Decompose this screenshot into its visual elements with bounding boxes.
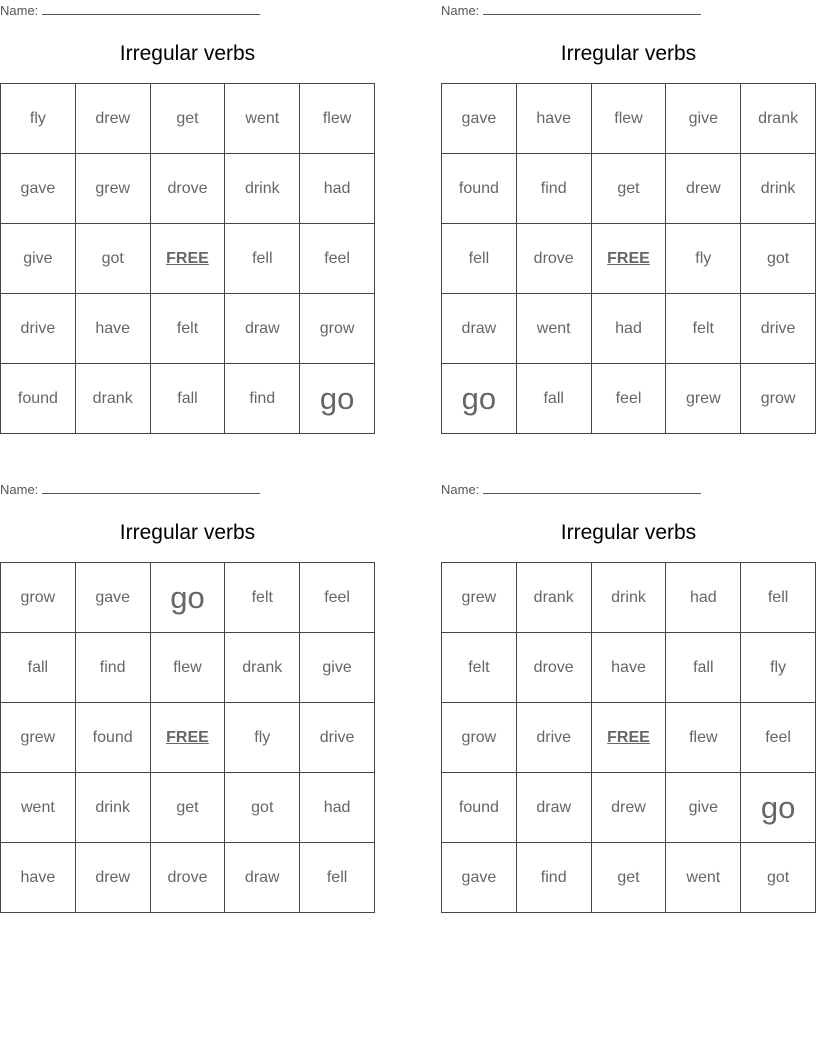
bingo-cell: found [442,773,517,843]
bingo-cell: have [75,294,150,364]
bingo-cell: drink [225,154,300,224]
bingo-cell: find [516,843,591,913]
bingo-cell: flew [666,703,741,773]
name-field[interactable] [0,2,270,20]
bingo-row [1,294,375,364]
bingo-cell: got [741,843,816,913]
name-blank-line[interactable] [42,481,260,494]
bingo-cell: FREE [591,703,666,773]
bingo-grid [0,562,375,913]
bingo-cell: drank [225,633,300,703]
name-blank-line[interactable] [483,481,701,494]
bingo-cell: feel [591,364,666,434]
bingo-cell: give [300,633,375,703]
bingo-cell: go [300,364,375,434]
bingo-cell: get [591,843,666,913]
bingo-cell: drive [300,703,375,773]
bingo-cell: draw [516,773,591,843]
bingo-row [1,364,375,434]
name-field[interactable] [441,2,711,20]
bingo-cell: found [1,364,76,434]
bingo-card-1 [0,0,375,435]
bingo-cell: had [591,294,666,364]
bingo-cell: have [1,843,76,913]
bingo-row [442,84,816,154]
bingo-cell: got [75,224,150,294]
bingo-cell: get [150,773,225,843]
bingo-row [442,633,816,703]
bingo-cell: went [225,84,300,154]
bingo-cell: fell [442,224,517,294]
name-blank-line[interactable] [42,2,260,15]
bingo-cell: fly [666,224,741,294]
bingo-card-3 [0,479,375,914]
bingo-grid [0,83,375,434]
bingo-cell: grow [300,294,375,364]
bingo-row [1,633,375,703]
bingo-cell: gave [1,154,76,224]
bingo-row [442,154,816,224]
bingo-cell: found [442,154,517,224]
bingo-row [442,294,816,364]
bingo-cell: feel [300,224,375,294]
bingo-cell: FREE [150,703,225,773]
bingo-cell: drive [1,294,76,364]
bingo-cell: go [741,773,816,843]
bingo-cell: drew [75,843,150,913]
bingo-cell: fly [741,633,816,703]
bingo-cell: fly [225,703,300,773]
bingo-cell: got [741,224,816,294]
name-blank-line[interactable] [483,2,701,15]
bingo-row [1,154,375,224]
bingo-cell: fall [666,633,741,703]
bingo-cell: draw [225,294,300,364]
bingo-cell: had [300,773,375,843]
bingo-cell: grew [1,703,76,773]
card-title: Irregular verbs [119,521,256,544]
bingo-cell: drive [741,294,816,364]
bingo-cell: grow [741,364,816,434]
bingo-row [1,703,375,773]
bingo-cell: have [516,84,591,154]
bingo-cell: got [225,773,300,843]
bingo-cell: found [75,703,150,773]
bingo-cell: drive [516,703,591,773]
bingo-cell: feel [300,563,375,633]
bingo-row [1,773,375,843]
bingo-cell: grow [442,703,517,773]
bingo-cell: gave [75,563,150,633]
bingo-cell: drove [150,154,225,224]
bingo-row [442,224,816,294]
bingo-cell: draw [442,294,517,364]
bingo-cell: drove [516,633,591,703]
bingo-row [1,843,375,913]
card-title: Irregular verbs [119,42,256,65]
bingo-cell: drew [75,84,150,154]
bingo-cell: drew [666,154,741,224]
bingo-cell: find [75,633,150,703]
bingo-cell: grew [75,154,150,224]
bingo-cell: felt [666,294,741,364]
bingo-cell: went [516,294,591,364]
bingo-cell: fell [225,224,300,294]
bingo-cell: drink [75,773,150,843]
bingo-cell: give [666,773,741,843]
card-title: Irregular verbs [560,42,697,65]
bingo-cell: drank [516,563,591,633]
bingo-cell: flew [591,84,666,154]
name-label: Name: [441,3,480,18]
bingo-cell: drove [516,224,591,294]
bingo-cell: get [150,84,225,154]
bingo-cell: drink [591,563,666,633]
bingo-cell: felt [442,633,517,703]
bingo-cell: go [442,364,517,434]
name-field[interactable] [0,481,270,499]
bingo-cell: grew [442,563,517,633]
bingo-grid [441,562,816,913]
bingo-cell: fell [300,843,375,913]
bingo-cell: drank [741,84,816,154]
bingo-cell: have [591,633,666,703]
bingo-cell: fall [150,364,225,434]
bingo-cell: drove [150,843,225,913]
bingo-cell: feel [741,703,816,773]
bingo-cell: grow [1,563,76,633]
bingo-cell: drew [591,773,666,843]
bingo-row [442,563,816,633]
bingo-cell: had [666,563,741,633]
bingo-cell: give [666,84,741,154]
bingo-row [1,224,375,294]
bingo-cell: go [150,563,225,633]
bingo-cell: FREE [591,224,666,294]
bingo-card-2 [441,0,816,435]
bingo-cell: flew [300,84,375,154]
bingo-cell: felt [225,563,300,633]
bingo-cell: fall [516,364,591,434]
bingo-cell: fell [741,563,816,633]
bingo-cell: get [591,154,666,224]
bingo-card-4 [441,479,816,914]
bingo-cell: drink [741,154,816,224]
bingo-row [442,364,816,434]
name-label: Name: [0,482,39,497]
bingo-row [442,703,816,773]
bingo-cell: gave [442,843,517,913]
bingo-cell: flew [150,633,225,703]
name-label: Name: [441,482,480,497]
bingo-row [1,84,375,154]
bingo-row [442,843,816,913]
card-title: Irregular verbs [560,521,697,544]
bingo-cell: went [1,773,76,843]
bingo-row [1,563,375,633]
bingo-cell: had [300,154,375,224]
bingo-cell: drank [75,364,150,434]
bingo-cell: fly [1,84,76,154]
name-label: Name: [0,3,39,18]
bingo-cell: FREE [150,224,225,294]
bingo-cell: find [516,154,591,224]
bingo-cell: grew [666,364,741,434]
bingo-cell: draw [225,843,300,913]
bingo-row [442,773,816,843]
bingo-cell: give [1,224,76,294]
bingo-cell: gave [442,84,517,154]
bingo-cell: went [666,843,741,913]
bingo-cell: fall [1,633,76,703]
bingo-grid [441,83,816,434]
bingo-cell: find [225,364,300,434]
name-field[interactable] [441,481,711,499]
bingo-cell: felt [150,294,225,364]
